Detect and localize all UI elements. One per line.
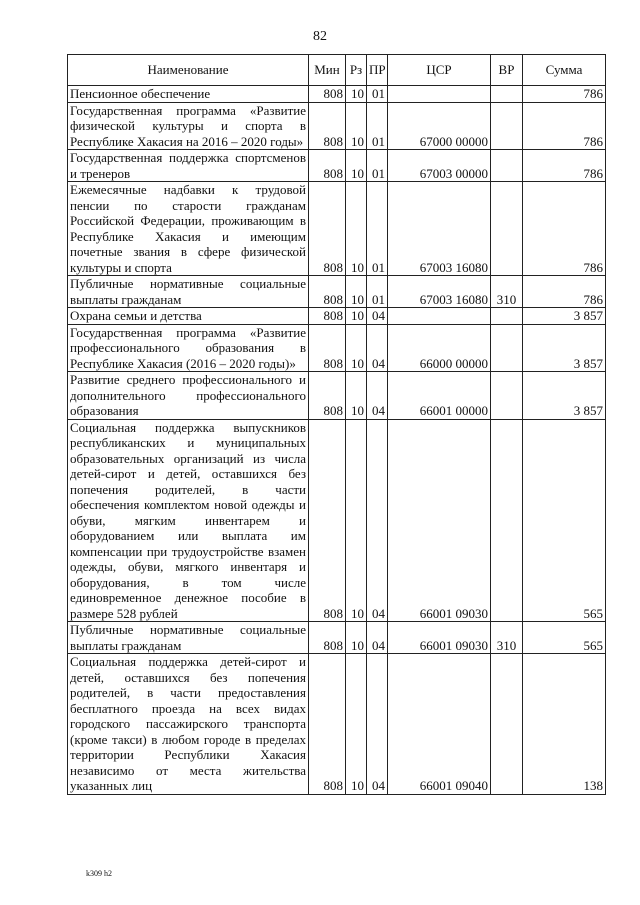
row-sum: 565: [523, 622, 606, 654]
table-row: [68, 622, 606, 654]
row-csr: 66001 09030: [388, 419, 491, 622]
footer-code: k309 h2: [86, 869, 112, 878]
row-rz: 10: [346, 324, 367, 372]
row-vr: [491, 419, 523, 622]
row-csr: 66001 09030: [388, 622, 491, 654]
row-vr: [491, 324, 523, 372]
row-csr: 67000 00000: [388, 102, 491, 150]
row-csr: 66001 09040: [388, 654, 491, 795]
row-pr: 04: [367, 654, 388, 795]
row-min: 808: [309, 86, 346, 103]
row-name: Публичные нормативные социальные выплаты гражданам: [68, 276, 309, 308]
row-pr: 04: [367, 622, 388, 654]
row-min: 808: [309, 654, 346, 795]
row-rz: 10: [346, 419, 367, 622]
row-pr: 04: [367, 308, 388, 325]
table-row: [68, 276, 606, 308]
header-csr: ЦСР: [388, 55, 491, 86]
row-name: Охрана семьи и детства: [68, 308, 309, 325]
table-row: [68, 654, 606, 795]
row-pr: 04: [367, 419, 388, 622]
row-rz: 10: [346, 102, 367, 150]
row-sum: 786: [523, 182, 606, 276]
row-rz: 10: [346, 276, 367, 308]
row-vr: [491, 102, 523, 150]
row-vr: [491, 86, 523, 103]
table-row: [68, 324, 606, 372]
row-sum: 3 857: [523, 324, 606, 372]
row-min: 808: [309, 150, 346, 182]
row-rz: 10: [346, 372, 367, 420]
row-pr: 04: [367, 324, 388, 372]
row-sum: 786: [523, 276, 606, 308]
row-vr: [491, 308, 523, 325]
row-name: Государственная поддержка спортсменов и тренеров: [68, 150, 309, 182]
header-vr: ВР: [491, 55, 523, 86]
table-row: [68, 86, 606, 103]
row-min: 808: [309, 419, 346, 622]
row-csr: 66000 00000: [388, 324, 491, 372]
row-pr: 01: [367, 102, 388, 150]
row-csr: [388, 86, 491, 103]
row-sum: 565: [523, 419, 606, 622]
row-min: 808: [309, 102, 346, 150]
row-sum: 786: [523, 102, 606, 150]
table-row: [68, 150, 606, 182]
row-name: Развитие среднего профессионального и дополнительного профессионального образования: [68, 372, 309, 420]
row-vr: 310: [491, 622, 523, 654]
row-rz: 10: [346, 150, 367, 182]
row-name: Публичные нормативные социальные выплаты гражданам: [68, 622, 309, 654]
budget-table: [67, 54, 606, 795]
row-vr: [491, 654, 523, 795]
row-vr: [491, 372, 523, 420]
row-csr: 67003 00000: [388, 150, 491, 182]
row-rz: 10: [346, 622, 367, 654]
row-sum: 786: [523, 86, 606, 103]
row-min: 808: [309, 276, 346, 308]
header-rz: Рз: [346, 55, 367, 86]
row-csr: 67003 16080: [388, 276, 491, 308]
row-min: 808: [309, 182, 346, 276]
header-min: Мин: [309, 55, 346, 86]
table-row: [68, 308, 606, 325]
row-csr: 67003 16080: [388, 182, 491, 276]
table-row: [68, 372, 606, 420]
row-vr: [491, 150, 523, 182]
table-row: [68, 419, 606, 622]
row-min: 808: [309, 372, 346, 420]
page-number: 82: [313, 29, 327, 44]
header-pr: ПР: [367, 55, 388, 86]
table-row: [68, 182, 606, 276]
row-name: Социальная поддержка детей-сирот и детей, оставшихся без попечения родителей, в части предоставления бесплатного проезда на всех видах городского пассажирского транспорта (кроме такси) в любом городе в пределах территории Республики Хакасия независимо от места жительства указанных лиц: [68, 654, 309, 795]
row-sum: 786: [523, 150, 606, 182]
row-vr: 310: [491, 276, 523, 308]
row-pr: 04: [367, 372, 388, 420]
row-csr: 66001 00000: [388, 372, 491, 420]
row-rz: 10: [346, 86, 367, 103]
row-pr: 01: [367, 86, 388, 103]
row-pr: 01: [367, 182, 388, 276]
row-pr: 01: [367, 276, 388, 308]
row-min: 808: [309, 324, 346, 372]
row-name: Ежемесячные надбавки к трудовой пенсии по старости гражданам Российской Федерации, проживающим в Республике Хакасия и имеющим почетные звания в сфере физической культуры и спорта: [68, 182, 309, 276]
row-rz: 10: [346, 654, 367, 795]
row-pr: 01: [367, 150, 388, 182]
row-vr: [491, 182, 523, 276]
row-min: 808: [309, 622, 346, 654]
header-name: Наименование: [68, 55, 309, 86]
table-row: [68, 102, 606, 150]
row-sum: 3 857: [523, 308, 606, 325]
row-rz: 10: [346, 182, 367, 276]
row-name: Государственная программа «Развитие физической культуры и спорта в Республике Хакасия на 2016 – 2020 годы»: [68, 102, 309, 150]
row-csr: [388, 308, 491, 325]
row-name: Пенсионное обеспечение: [68, 86, 309, 103]
row-sum: 138: [523, 654, 606, 795]
header-sum: Сумма: [523, 55, 606, 86]
row-min: 808: [309, 308, 346, 325]
row-name: Государственная программа «Развитие профессионального образования в Республике Хакасия (2016 – 2020 годы)»: [68, 324, 309, 372]
row-name: Социальная поддержка выпускников республиканских и муниципальных образовательных организаций из числа детей-сирот и детей, оставшихся без попечения родителей, в части обеспечения комплектом новой одежды и обуви, мягким инвентарем и оборудованием или выплата им компенсации при трудоустройстве взамен одежды, обуви, мягкого инвентаря и оборудования, в том числе единовременное денежное пособие в размере 528 рублей: [68, 419, 309, 622]
row-rz: 10: [346, 308, 367, 325]
table-header-row: [68, 55, 606, 86]
row-sum: 3 857: [523, 372, 606, 420]
